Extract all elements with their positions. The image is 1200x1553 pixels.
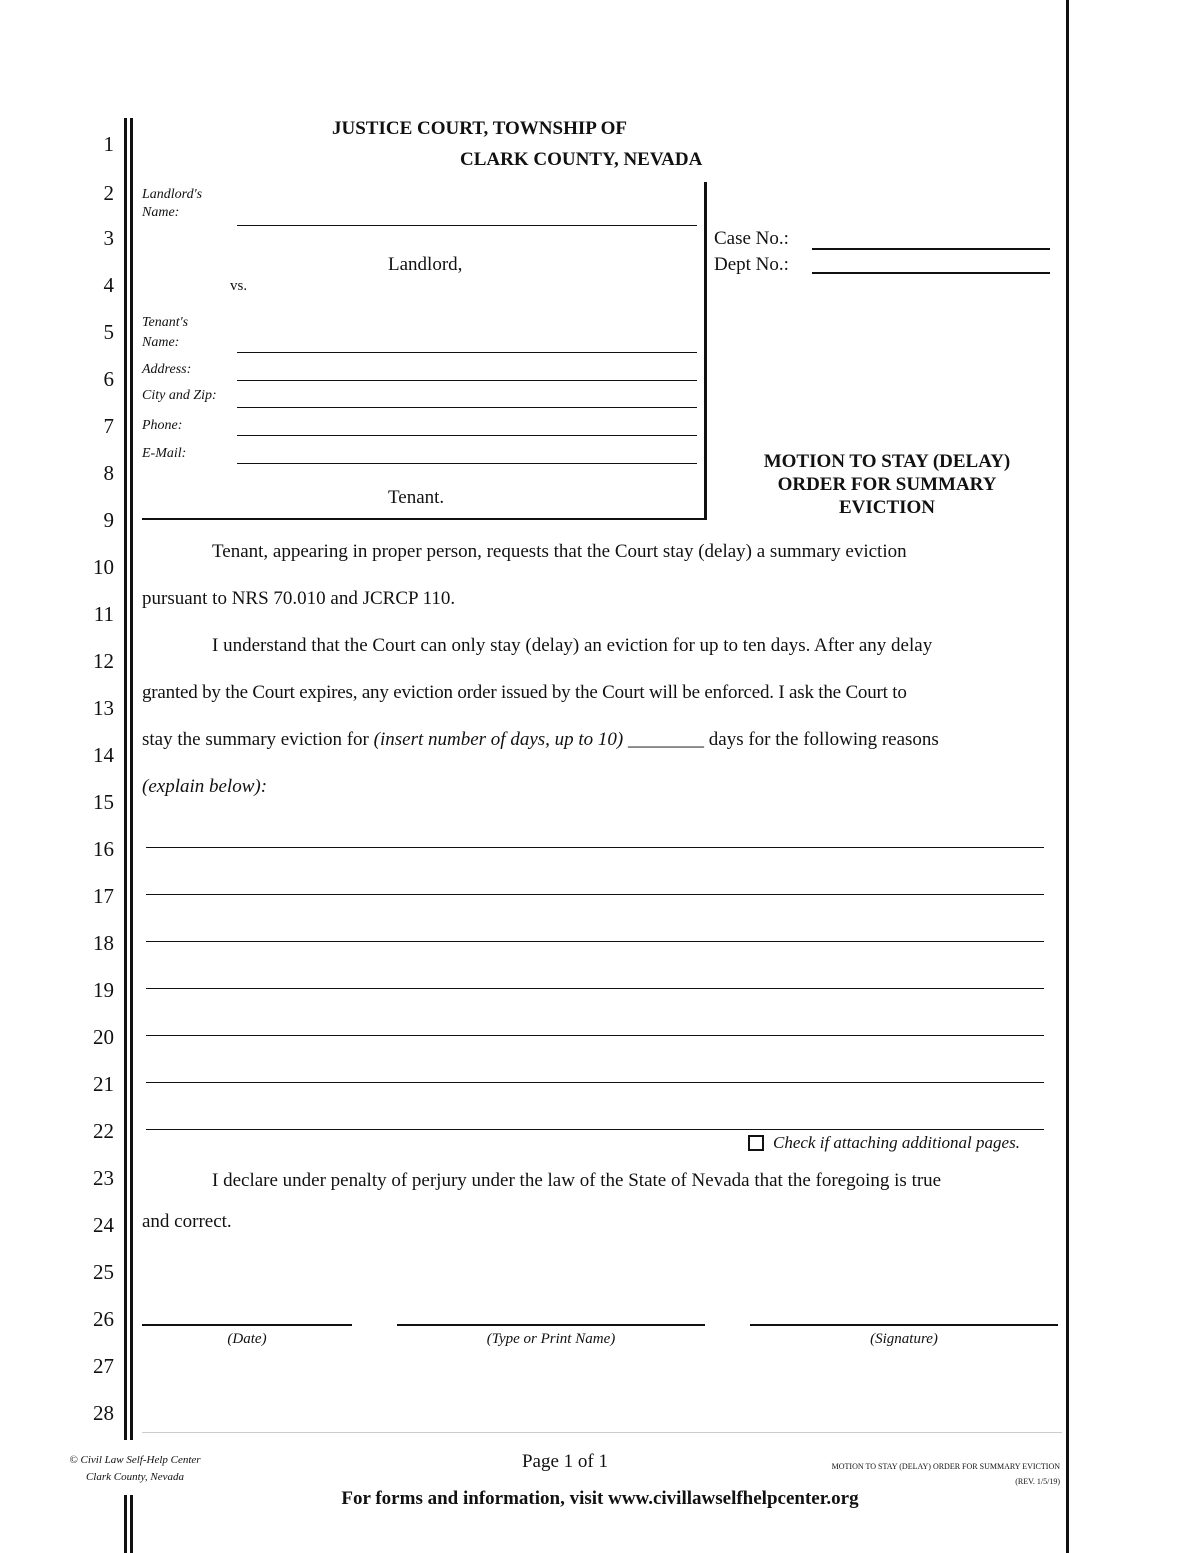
- days-text-end: days for the following reasons: [708, 729, 939, 750]
- caption-divider: [704, 182, 707, 520]
- dept-no-field[interactable]: [812, 272, 1050, 274]
- footer-form-title: [760, 1459, 1060, 1489]
- court-name-line1: JUSTICE COURT, TOWNSHIP OF: [332, 118, 627, 139]
- document-title-line3: EVICTION: [838, 497, 936, 518]
- explanation-line[interactable]: [146, 1082, 1044, 1083]
- line-number: 11: [93, 602, 114, 626]
- line-number: 5: [103, 320, 114, 344]
- line-number: 15: [93, 790, 114, 814]
- case-no-label: Case No.:: [714, 228, 789, 249]
- line-number: 26: [93, 1307, 114, 1331]
- line-number: 24: [93, 1213, 114, 1237]
- paragraph1-line2: pursuant to NRS 70.010 and JCRCP 110.: [142, 588, 456, 609]
- line-number: 28: [93, 1401, 114, 1425]
- copyright-line1: © Civil Law Self-Help Center: [69, 1454, 201, 1466]
- paragraph2-line2: granted by the Court expires, any eviction order issued by the Court will be enforced. I ask the Court to: [142, 682, 907, 703]
- line-number: 8: [103, 461, 114, 485]
- footer-copyright: [40, 1452, 230, 1486]
- explanation-line[interactable]: [146, 1129, 1044, 1130]
- revision-text: (REV. 1/5/19): [1015, 1477, 1060, 1486]
- line-number: 16: [93, 837, 114, 861]
- line-number: 23: [93, 1166, 114, 1190]
- document-title-line1: MOTION TO STAY (DELAY): [763, 451, 1011, 472]
- city-zip-label: City and Zip:: [142, 388, 217, 403]
- explanation-line[interactable]: [146, 847, 1044, 848]
- document-title-line2: ORDER FOR SUMMARY: [777, 474, 997, 495]
- paragraph1-line1: Tenant, appearing in proper person, requests that the Court stay (delay) a summary eviction: [212, 541, 907, 562]
- paragraph2-line3: [142, 729, 939, 751]
- website-link[interactable]: For forms and information, visit www.civillawselfhelpcenter.org: [341, 1488, 859, 1509]
- line-number: 21: [93, 1072, 114, 1096]
- line-number: 6: [103, 367, 114, 391]
- court-name-line2: CLARK COUNTY, NEVADA: [460, 149, 703, 170]
- declaration-line1: I declare under penalty of perjury under the law of the State of Nevada that the foregoing is true: [212, 1170, 942, 1191]
- left-margin-rule-inner-bottom: [130, 1495, 133, 1553]
- signature-field[interactable]: [750, 1324, 1058, 1326]
- dept-no-label: Dept No.:: [714, 254, 789, 275]
- explanation-line[interactable]: [146, 988, 1044, 989]
- copyright-line2: Clark County, Nevada: [85, 1471, 185, 1483]
- line-number: 2: [103, 181, 114, 205]
- line-number: 10: [93, 555, 114, 579]
- form-title-text: MOTION TO STAY (DELAY) ORDER FOR SUMMARY EVICTION: [831, 1462, 1060, 1471]
- left-margin-rule-outer-bottom: [124, 1495, 127, 1553]
- email-label: E-Mail:: [142, 446, 187, 461]
- line-number: 14: [93, 743, 114, 767]
- line-number: 18: [93, 931, 114, 955]
- footer-rule: [142, 1432, 1062, 1433]
- print-name-field[interactable]: [397, 1324, 705, 1326]
- tenant-role: Tenant.: [388, 487, 445, 508]
- line-number: 3: [103, 226, 114, 250]
- caption-bottom-rule: [142, 518, 707, 520]
- left-margin-rule-outer: [124, 118, 127, 1440]
- left-margin-rule-inner: [130, 118, 133, 1440]
- right-margin-border: [1066, 0, 1069, 1553]
- date-field[interactable]: [142, 1324, 352, 1326]
- days-blank-field[interactable]: ________: [628, 729, 705, 750]
- landlord-name-label: Landlord's Name:: [142, 187, 203, 220]
- document-title: [722, 450, 1052, 519]
- line-number: 27: [93, 1354, 114, 1378]
- case-no-field[interactable]: [812, 248, 1050, 250]
- line-number: 9: [103, 508, 114, 532]
- line-number: 7: [103, 414, 114, 438]
- tenant-name-label: Tenant's Name:: [142, 315, 189, 350]
- line-number: 25: [93, 1260, 114, 1284]
- line-number: 12: [93, 649, 114, 673]
- additional-pages-label: Check if attaching additional pages.: [773, 1133, 1020, 1152]
- line-number: 19: [93, 978, 114, 1002]
- line-number: 4: [103, 273, 114, 297]
- declaration-line2: and correct.: [142, 1211, 232, 1232]
- line-number: 20: [93, 1025, 114, 1049]
- line-number: 13: [93, 696, 114, 720]
- line-number: 1: [103, 132, 114, 156]
- line-number: 22: [93, 1119, 114, 1143]
- phone-label: Phone:: [142, 418, 183, 433]
- page-number: Page 1 of 1: [521, 1451, 608, 1472]
- days-instruction: (insert number of days, up to 10): [373, 729, 624, 750]
- landlord-name-field[interactable]: [237, 225, 697, 226]
- email-field[interactable]: [237, 463, 697, 464]
- address-label: Address:: [142, 362, 192, 377]
- city-zip-field[interactable]: [237, 407, 697, 408]
- tenant-name-field[interactable]: [237, 352, 697, 353]
- explanation-line[interactable]: [146, 1035, 1044, 1036]
- line-number: 17: [93, 884, 114, 908]
- phone-field[interactable]: [237, 435, 697, 436]
- explain-instruction: (explain below):: [142, 776, 268, 797]
- days-text-start: stay the summary eviction for: [142, 729, 369, 750]
- versus-label: vs.: [230, 278, 248, 294]
- print-name-caption: (Type or Print Name): [486, 1331, 616, 1347]
- explanation-line[interactable]: [146, 894, 1044, 895]
- paragraph2-line1: I understand that the Court can only stay (delay) an eviction for up to ten days. After any delay: [212, 635, 933, 656]
- additional-pages-checkbox[interactable]: [748, 1135, 764, 1151]
- address-field[interactable]: [237, 380, 697, 381]
- date-caption: (Date): [227, 1331, 267, 1347]
- signature-caption: (Signature): [870, 1331, 938, 1347]
- landlord-role: Landlord,: [388, 254, 463, 275]
- explanation-line[interactable]: [146, 941, 1044, 942]
